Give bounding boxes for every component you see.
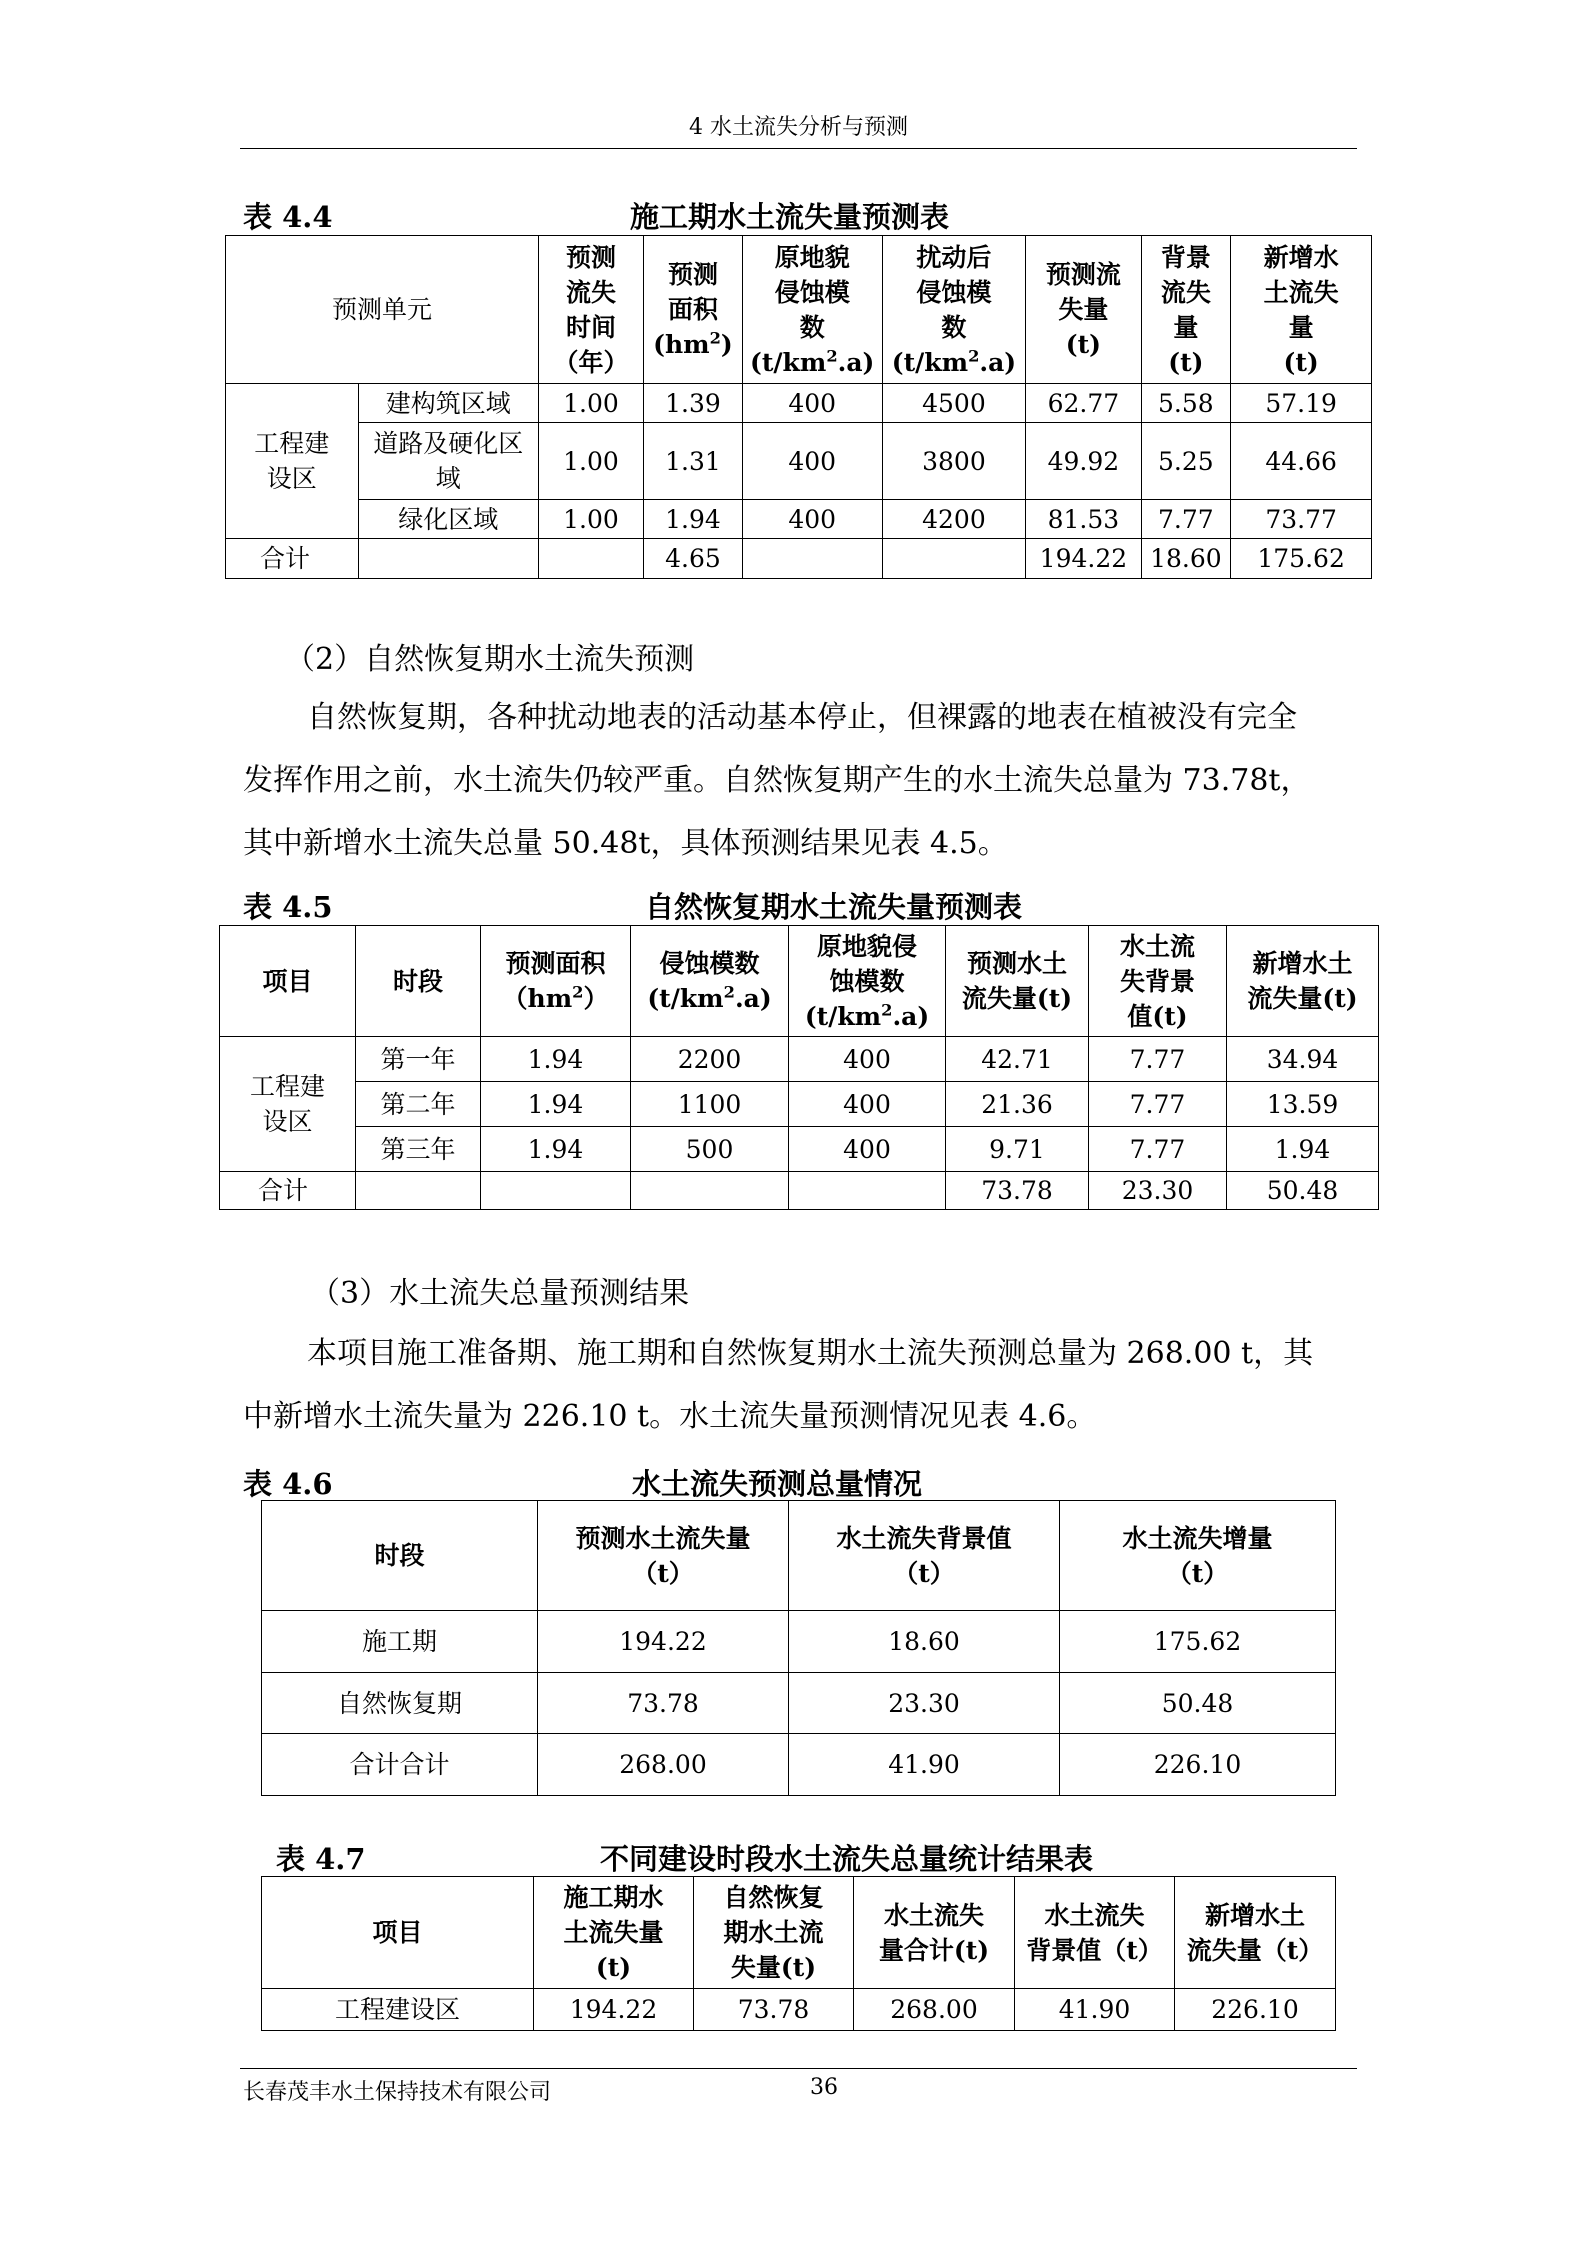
cell-orig: 400	[742, 500, 882, 539]
cell-area: 1.94	[481, 1082, 631, 1127]
cell-time: 1.00	[539, 384, 644, 423]
footer-company: 长春茂丰水土保持技术有限公司	[243, 2080, 552, 2105]
cell-bg: 7.77	[1089, 1127, 1227, 1172]
section-3-body: 本项目施工准备期、施工期和自然恢复期水土流失预测总量为 268.00 t，其 中新增水土流失量为 226.10 t。水土流失量预测情况见表 4.6。	[243, 1336, 1314, 1434]
section-2-heading: （2）自然恢复期水土流失预测	[285, 642, 695, 677]
cell-inc: 175.62	[1060, 1611, 1336, 1673]
total-bg: 23.30	[1089, 1172, 1227, 1210]
zone-cell: 工程建 设区	[220, 1037, 356, 1172]
section-2-body: 自然恢复期，各种扰动地表的活动基本停止，但裸露的地表在植被没有完全 发挥作用之前，水土流失仍较严重。自然恢复期产生的水土流失总量为 73.78t， 其中新增水土流失总量 50.48t，具体预测结果见表 4.5。	[243, 700, 1311, 861]
header-pred: 预测水土流失量 （t）	[538, 1501, 789, 1611]
table-row	[220, 1037, 1379, 1082]
cell-new: 57.19	[1231, 384, 1372, 423]
header-recov: 自然恢复 期水土流 失量(t)	[694, 1877, 854, 1989]
cell-pred: 268.00	[538, 1734, 789, 1796]
cell-ero: 1100	[631, 1082, 789, 1127]
total-pred: 73.78	[946, 1172, 1089, 1210]
footer-rule	[240, 2068, 1357, 2069]
table-4-4	[225, 235, 1372, 579]
header-new: 新增水土 流失量(t)	[1227, 926, 1379, 1037]
cell-pred: 49.92	[1026, 423, 1141, 500]
cell-pred: 42.71	[946, 1037, 1089, 1082]
cell-area: 1.39	[644, 384, 743, 423]
cell-item: 工程建设区	[262, 1989, 534, 2031]
header-rule	[240, 148, 1357, 149]
header-period: 时段	[262, 1501, 538, 1611]
header-area: 预测面积 $(hm^2)$	[481, 926, 631, 1037]
cell-orig: 400	[789, 1037, 946, 1082]
page-number: 36	[810, 2075, 838, 2100]
row-name: 建构筑区域	[358, 384, 538, 423]
cell-inc: 226.10	[1060, 1734, 1336, 1796]
cell-area: 1.31	[644, 423, 743, 500]
cell-ero: 2200	[631, 1037, 789, 1082]
cell-recov: 73.78	[694, 1989, 854, 2031]
header-orig: 原地貌侵 蚀模数 $(t/km^2.a)$	[789, 926, 946, 1037]
table-4-6-label: 表 4.6	[243, 1467, 333, 1501]
total-new: 175.62	[1231, 539, 1372, 579]
table-row	[226, 384, 1372, 423]
cell-bg: 7.77	[1141, 500, 1231, 539]
table-4-4-label: 表 4.4	[243, 200, 333, 234]
table-4-6-title: 水土流失预测总量情况	[632, 1467, 923, 1501]
section-3-heading: （3）水土流失总量预测结果	[310, 1276, 690, 1311]
cell-area: 1.94	[481, 1037, 631, 1082]
header-unit: 预测单元	[226, 236, 539, 384]
cell-period: 合计合计	[262, 1734, 538, 1796]
table-4-7	[261, 1876, 1336, 2031]
header-dist: 扰动后 侵蚀模 数 $(t/km^2.a)$	[882, 236, 1026, 384]
table-4-5-header-row	[220, 926, 1379, 1037]
cell-total: 268.00	[854, 1989, 1015, 2031]
header-new: 新增水土 流失量（t）	[1175, 1877, 1336, 1989]
header-orig: 原地貌 侵蚀模 数 $(t/km^2.a)$	[742, 236, 882, 384]
cell-pred: 81.53	[1026, 500, 1141, 539]
cell-orig: 400	[742, 384, 882, 423]
row-name: 绿化区域	[358, 500, 538, 539]
header-ero: 侵蚀模数 $(t/km^2.a)$	[631, 926, 789, 1037]
table-4-5-label: 表 4.5	[243, 890, 333, 924]
running-header: 4 水土流失分析与预测	[689, 115, 908, 140]
cell-dist: 4500	[882, 384, 1026, 423]
table-4-6-header-row	[262, 1501, 1336, 1611]
cell-pred: 9.71	[946, 1127, 1089, 1172]
table-row	[226, 500, 1372, 539]
table-4-5-title: 自然恢复期水土流失量预测表	[645, 890, 1023, 924]
cell-new: 73.77	[1231, 500, 1372, 539]
cell-period: 自然恢复期	[262, 1673, 538, 1734]
table-total-row	[220, 1172, 1379, 1210]
cell-area: 1.94	[481, 1127, 631, 1172]
header-item: 项目	[220, 926, 356, 1037]
total-label: 合计	[220, 1172, 356, 1210]
table-row	[262, 1734, 1336, 1796]
total-bg: 18.60	[1141, 539, 1231, 579]
cell-pred: 194.22	[538, 1611, 789, 1673]
header-constr: 施工期水 土流失量 (t)	[534, 1877, 694, 1989]
header-new: 新增水 土流失 量 (t)	[1231, 236, 1372, 384]
table-4-7-header-row	[262, 1877, 1336, 1989]
cell-new: 226.10	[1175, 1989, 1336, 2031]
table-row	[262, 1611, 1336, 1673]
cell-orig: 400	[742, 423, 882, 500]
table-row	[262, 1989, 1336, 2031]
total-label: 合计	[226, 539, 359, 579]
zone-cell: 工程建 设区	[226, 384, 359, 539]
cell-time: 1.00	[539, 423, 644, 500]
cell-pred: 21.36	[946, 1082, 1089, 1127]
cell-dist: 4200	[882, 500, 1026, 539]
cell-new: 13.59	[1227, 1082, 1379, 1127]
row-name: 道路及硬化区域	[358, 423, 538, 500]
table-4-6	[261, 1500, 1336, 1796]
cell-bg: 7.77	[1089, 1037, 1227, 1082]
table-4-7-title: 不同建设时段水土流失总量统计结果表	[600, 1842, 1094, 1876]
table-row	[220, 1082, 1379, 1127]
cell-period: 第二年	[356, 1082, 481, 1127]
cell-new: 44.66	[1231, 423, 1372, 500]
header-period: 时段	[356, 926, 481, 1037]
table-4-4-title: 施工期水土流失量预测表	[630, 200, 950, 234]
header-bg: 水土流失 背景值（t）	[1015, 1877, 1175, 1989]
table-4-5	[219, 925, 1379, 1210]
cell-ero: 500	[631, 1127, 789, 1172]
header-bg: 背景 流失 量 (t)	[1141, 236, 1231, 384]
table-row	[220, 1127, 1379, 1172]
cell-new: 34.94	[1227, 1037, 1379, 1082]
cell-period: 第三年	[356, 1127, 481, 1172]
cell-period: 第一年	[356, 1037, 481, 1082]
table-row	[262, 1673, 1336, 1734]
cell-inc: 50.48	[1060, 1673, 1336, 1734]
header-item: 项目	[262, 1877, 534, 1989]
total-area: 4.65	[644, 539, 743, 579]
table-total-row	[226, 539, 1372, 579]
header-bg: 水土流失背景值 （t）	[789, 1501, 1060, 1611]
total-new: 50.48	[1227, 1172, 1379, 1210]
header-pred: 预测水土 流失量(t)	[946, 926, 1089, 1037]
cell-pred: 62.77	[1026, 384, 1141, 423]
total-pred: 194.22	[1026, 539, 1141, 579]
cell-bg: 23.30	[789, 1673, 1060, 1734]
cell-orig: 400	[789, 1127, 946, 1172]
cell-bg: 18.60	[789, 1611, 1060, 1673]
header-area: 预测 面积 $(hm^2)$	[644, 236, 743, 384]
cell-pred: 73.78	[538, 1673, 789, 1734]
cell-orig: 400	[789, 1082, 946, 1127]
cell-bg: 5.58	[1141, 384, 1231, 423]
cell-new: 1.94	[1227, 1127, 1379, 1172]
cell-period: 施工期	[262, 1611, 538, 1673]
cell-area: 1.94	[644, 500, 743, 539]
header-pred: 预测流 失量 (t)	[1026, 236, 1141, 384]
cell-bg: 41.90	[789, 1734, 1060, 1796]
header-bg: 水土流 失背景 值(t)	[1089, 926, 1227, 1037]
table-4-7-label: 表 4.7	[276, 1842, 366, 1876]
cell-bg: 5.25	[1141, 423, 1231, 500]
table-4-4-header-row	[226, 236, 1372, 384]
cell-time: 1.00	[539, 500, 644, 539]
table-row	[226, 423, 1372, 500]
cell-dist: 3800	[882, 423, 1026, 500]
header-total: 水土流失 量合计(t)	[854, 1877, 1015, 1989]
cell-bg: 7.77	[1089, 1082, 1227, 1127]
cell-bg: 41.90	[1015, 1989, 1175, 2031]
header-time: 预测 流失 时间 （年）	[539, 236, 644, 384]
cell-constr: 194.22	[534, 1989, 694, 2031]
header-inc: 水土流失增量 （t）	[1060, 1501, 1336, 1611]
